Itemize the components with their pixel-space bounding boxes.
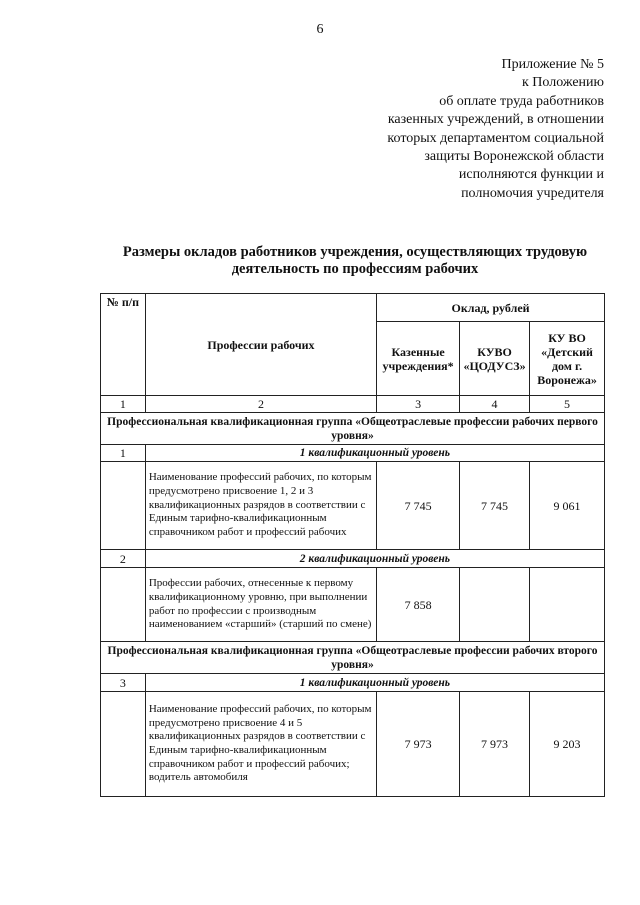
salary-cell: 9 203: [530, 692, 605, 797]
group-2-title: Профессиональная квалификационная группа «Общеотраслевые профессии рабочих второго уровня»: [101, 642, 605, 674]
salary-table: [100, 293, 605, 797]
header-profession: Профессии рабочих: [145, 294, 376, 396]
header-col5: КУ ВО «Детский дом г. Воронежа»: [530, 322, 605, 396]
level-label: 1 квалификационный уровень: [145, 674, 604, 692]
profession-desc: Наименование профессий рабочих, по которым предусмотрено присвоение 1, 2 и 3 квалификационных разрядов в соответствии с Единым тарифно-квалификационным справочником работ и профессий рабочих: [145, 462, 376, 550]
salary-cell: 7 858: [377, 568, 460, 642]
level-label: 1 квалификационный уровень: [145, 445, 604, 462]
row-num: 3: [101, 674, 146, 692]
appendix-line: исполняются функции и: [458, 167, 604, 183]
col-number: 1: [101, 396, 146, 413]
appendix-line: об оплате труда работников: [439, 93, 604, 109]
page-number: 6: [316, 22, 324, 37]
title-line-2: деятельность по профессиям рабочих: [231, 261, 479, 277]
col-number: 5: [530, 396, 605, 413]
salary-cell: 9 061: [530, 462, 605, 550]
empty-cell: [101, 692, 146, 797]
empty-cell: [101, 568, 146, 642]
salary-cell: [530, 568, 605, 642]
salary-cell: 7 745: [460, 462, 530, 550]
salary-cell: [460, 568, 530, 642]
appendix-line: к Положению: [521, 75, 604, 91]
level-label: 2 квалификационный уровень: [145, 550, 604, 568]
header-salary: Оклад, рублей: [377, 294, 605, 322]
profession-desc: Наименование профессий рабочих, по которым предусмотрено присвоение 4 и 5 квалификационных разрядов в соответствии с Единым тарифно-квалификационным справочником работ и профессий рабочих; водитель автомобиля: [145, 692, 376, 797]
salary-cell: 7 973: [377, 692, 460, 797]
header-num: № п/п: [101, 294, 146, 396]
document-title: [100, 244, 610, 278]
header-col4: КУВО «ЦОДУСЗ»: [460, 322, 530, 396]
empty-cell: [101, 462, 146, 550]
row-num: 2: [101, 550, 146, 568]
col-number: 2: [145, 396, 376, 413]
row-num: 1: [101, 445, 146, 462]
appendix-line: защиты Воронежской области: [424, 149, 604, 165]
salary-cell: 7 745: [377, 462, 460, 550]
appendix-line: казенных учреждений, в отношении: [387, 112, 604, 128]
title-line-1: Размеры окладов работников учреждения, осуществляющих трудовую: [122, 244, 588, 260]
appendix-line: Приложение № 5: [501, 57, 604, 72]
appendix-line: полномочия учредителя: [461, 185, 604, 201]
profession-desc: Профессии рабочих, отнесенные к первому квалификационному уровню, при выполнении работ по профессии с производным наименованием «старший» (старший по смене): [145, 568, 376, 642]
appendix-line: которых департаментом социальной: [387, 130, 604, 146]
header-col3: Казенные учреждения*: [377, 322, 460, 396]
col-number: 4: [460, 396, 530, 413]
appendix-note: [304, 56, 604, 203]
group-1-title: Профессиональная квалификационная группа «Общеотраслевые профессии рабочих первого уровня»: [101, 413, 605, 445]
col-number: 3: [377, 396, 460, 413]
salary-cell: 7 973: [460, 692, 530, 797]
